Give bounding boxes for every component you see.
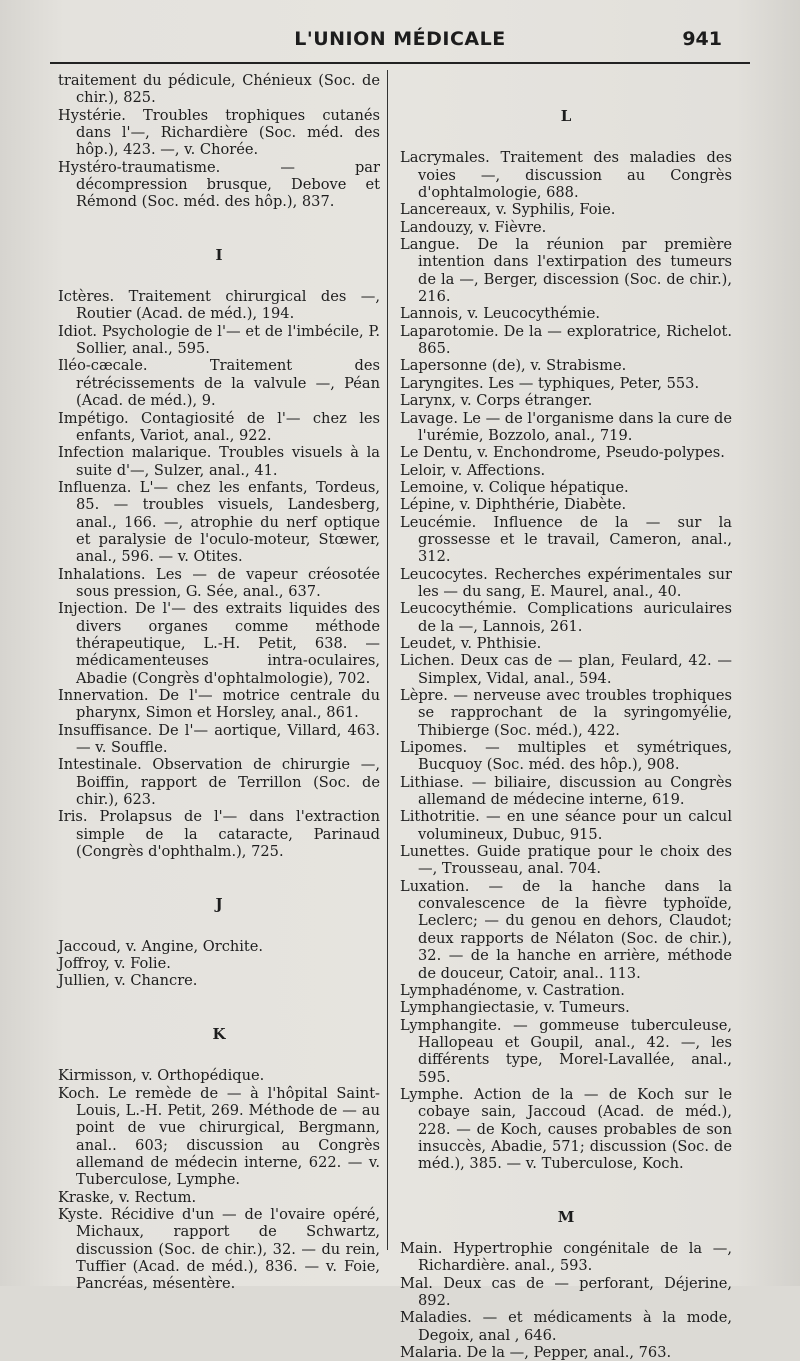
index-entry: Main. Hypertrophie congénitale de la —, Richardière. anal., 593. <box>400 1239 732 1275</box>
page-number: 941 <box>682 28 722 50</box>
section-letter-i: I <box>215 245 223 264</box>
index-entry: Lymphangite. — gommeuse tuberculeuse, Hallopeau et Goupil, anal., 42. —, les différents type, Morel-Lavallée, anal., 595. <box>400 1016 732 1086</box>
index-entry: Lacrymales. Traitement des maladies des voies —, discussion au Congrès d'ophtalmologie, 688. <box>400 149 732 202</box>
index-entry: Jaccoud, v. Angine, Orchite. <box>58 937 264 955</box>
running-title: L'UNION MÉDICALE <box>294 28 506 50</box>
left-column <box>58 72 380 1293</box>
index-entry: Laparotomie. De la — exploratrice, Richelot. 865. <box>400 322 732 358</box>
index-entry: Joffroy, v. Folie. <box>58 955 171 973</box>
spacer <box>58 914 380 938</box>
index-entry: Lèpre. — nerveuse avec troubles trophiques se rapprochant de la syringomyélie, Thibierge (Soc. méd.), 422. <box>400 687 732 739</box>
section-letter-j: J <box>215 895 223 914</box>
index-entry: Infection malarique. Troubles visuels à la suite d'—, Sulzer, anal., 41. <box>58 444 380 479</box>
index-entry: Hystérie. Troubles trophiques cutanés dans l'—, Richardière (Soc. méd. des hôp.), 423. —, v. Chorée. <box>58 106 380 159</box>
index-entry: Lymphadénome, v. Castration. <box>400 981 625 999</box>
index-entry: Koch. Le remède de — à l'hôpital Saint-Louis, L.-H. Petit, 269. Méthode de — au point de vue chirurgical, Bergmann, anal.. 603; discussion au Congrès allemand de médecin interne, 622. — v. Tuberculose, Lymphe. <box>58 1084 380 1189</box>
index-entry: Lavage. Le — de l'organisme dans la cure de l'urémie, Bozzolo, anal., 719. <box>400 409 732 444</box>
index-entry: Insuffisance. De l'— aortique, Villard, 463. — v. Souffle. <box>58 721 380 757</box>
index-entry: Hystéro-traumatisme. — par décompression brusque, Debove et Rémond (Soc. méd. des hôp.), 837. <box>58 158 380 211</box>
index-entry: traitement du pédicule, Chénieux (Soc. de chir.), 825. <box>58 72 380 107</box>
spacer <box>400 72 732 108</box>
index-entry: Lipomes. — multiples et symétriques, Bucquoy (Soc. méd. des hôp.), 908. <box>400 739 732 774</box>
index-entry: Maladies. — et médicaments à la mode, Degoix, anal , 646. <box>400 1309 732 1344</box>
index-entry: Lichen. Deux cas de — plan, Feulard, 42. — Simplex, Vidal, anal., 594. <box>400 652 732 687</box>
index-entry: Lancereaux, v. Syphilis, Foie. <box>400 201 616 219</box>
index-entry: Kirmisson, v. Orthopédique. <box>58 1067 265 1085</box>
index-entry: Larynx, v. Corps étranger. <box>400 392 593 410</box>
index-entry: Leloir, v. Affections. <box>400 461 546 479</box>
index-entry: Lymphangiectasie, v. Tumeurs. <box>400 999 630 1017</box>
index-entry: Leudet, v. Phthisie. <box>400 634 542 652</box>
section-letter-l: L <box>560 107 572 125</box>
index-entry: Lunettes. Guide pratique pour le choix des —, Trousseau, anal. 704. <box>400 843 732 878</box>
index-entry: Impétigo. Contagiosité de l'— chez les enfants, Variot, anal., 922. <box>58 409 380 444</box>
section-letter-m: M <box>557 1207 575 1226</box>
index-entry: Lapersonne (de), v. Strabisme. <box>400 357 627 375</box>
index-entry: Langue. De la réunion par première intention dans l'extirpation des tumeurs de la —, Berger, discession (Soc. de chir.), 216. <box>400 236 732 306</box>
index-entry: Lannois, v. Leucocythémie. <box>400 305 600 323</box>
index-entry: Iléo-cæcale. Traitement des rétrécissements de la valvule —, Péan (Acad. de méd.), 9. <box>58 357 380 410</box>
spacer <box>400 1173 732 1209</box>
index-entry: Leucocythémie. Complications auriculaires de la —, Lannois, 261. <box>400 600 732 635</box>
page-header <box>50 24 750 58</box>
index-entry: Influenza. L'— chez les enfants, Tordeus, 85. — troubles visuels, Landesberg, anal., 166. —, atrophie du nerf optique et paralysie de l'oculo-moteur, Stœwer, anal., 596. — v. Otites. <box>58 478 380 566</box>
index-entry: Lymphe. Action de la — de Koch sur le cobaye sain, Jaccoud (Acad. de méd.), 228. — de Koch, causes probables de son insuccès, Abadie, 571; discussion (Soc. de méd.), 385. — v. Tuberculose, Koch. <box>400 1085 732 1173</box>
spacer <box>400 1226 732 1240</box>
index-entry: Leucocytes. Recherches expérimentales sur les — du sang, E. Maurel, anal., 40. <box>400 565 732 600</box>
header-rule <box>50 62 750 64</box>
index-entry: Jullien, v. Chancre. <box>58 972 198 990</box>
index-entry: Innervation. De l'— motrice centrale du pharynx, Simon et Horsley, anal., 861. <box>58 687 380 722</box>
index-entry: Le Dentu, v. Enchondrome, Pseudo-polypes. <box>400 444 725 462</box>
index-entry: Iris. Prolapsus de l'— dans l'extraction simple de la cataracte, Parinaud (Congrès d'ophthalm.), 725. <box>58 808 380 861</box>
spacer <box>58 264 380 288</box>
index-entry: Idiot. Psychologie de l'— et de l'imbécile, P. Sollier, anal., 595. <box>58 322 380 358</box>
spacer <box>400 125 732 149</box>
section-letter-k: K <box>212 1024 226 1043</box>
index-entry: Luxation. — de la hanche dans la convalescence de la fièvre typhoïde, Leclerc; — du genou en dehors, Claudot; deux rapports de Nélaton (Soc. de chir.), 32. — de la hanche en arrière, méthode de douceur, Catoir, anal.. 113. <box>400 877 732 982</box>
index-entry: Landouzy, v. Fièvre. <box>400 218 547 236</box>
index-entry: Lithiase. — biliaire, discussion au Congrès allemand de médecine interne, 619. <box>400 773 732 809</box>
index-entry: Lithotritie. — en une séance pour un calcul volumineux, Dubuc, 915. <box>400 808 732 843</box>
index-entry: Laryngites. Les — typhiques, Peter, 553. <box>400 374 700 392</box>
index-entry: Ictères. Traitement chirurgical des —, Routier (Acad. de méd.), 194. <box>58 288 380 323</box>
spacer <box>58 211 380 247</box>
index-entry: Intestinale. Observation de chirurgie —, Boiffin, rapport de Terrillon (Soc. de chir.), 623. <box>58 756 380 809</box>
right-column <box>400 72 732 1361</box>
index-entry: Kraske, v. Rectum. <box>58 1188 197 1206</box>
column-divider <box>387 70 388 1250</box>
spacer <box>58 990 380 1026</box>
index-entry: Mal. Deux cas de — perforant, Déjerine, 892. <box>400 1274 732 1309</box>
index-entry: Malaria. De la —, Pepper, anal., 763. <box>400 1344 672 1361</box>
index-entry: Kyste. Récidive d'un — de l'ovaire opéré, Michaux, rapport de Schwartz, discussion (Soc. de chir.), 32. — du rein, Tuffier (Acad. de méd.), 836. — v. Foie, Pancréas, mésentère. <box>58 1205 380 1293</box>
index-entry: Inhalations. Les — de vapeur créosotée sous pression, G. Sée, anal., 637. <box>58 565 380 600</box>
index-entry: Injection. De l'— des extraits liquides des divers organes comme méthode thérapeutique, L.-H. Petit, 638. — médicamenteuses intra-oculaires, Abadie (Congrès d'ophtalmologie), 702. <box>58 600 380 687</box>
spacer <box>58 1043 380 1067</box>
index-entry: Lemoine, v. Colique hépatique. <box>400 478 629 496</box>
spacer <box>58 860 380 896</box>
index-entry: Leucémie. Influence de la — sur la grossesse et le travail, Cameron, anal., 312. <box>400 513 732 566</box>
index-entry: Lépine, v. Diphthérie, Diabète. <box>400 496 627 514</box>
